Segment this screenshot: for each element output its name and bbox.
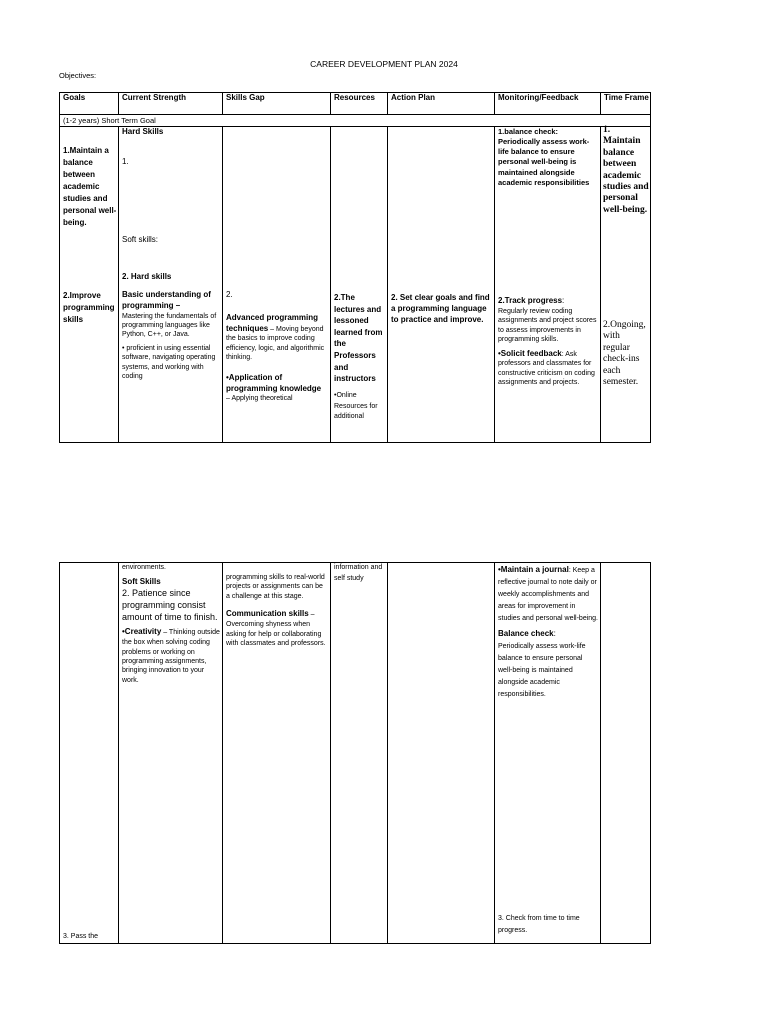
header-goals: Goals xyxy=(63,94,86,102)
skills-gap-2-number: 2. xyxy=(226,290,233,299)
skills-gap-2-body1: – Moving beyond the basics to improve coding efficiency, logic, and algorithmic thinking. xyxy=(226,325,325,362)
skills-gap-2-head1: Advanced programming techniques xyxy=(226,312,319,333)
creativity-body: – Thinking outside the box when solving coding problems or working on programming assignments, bringing innovation to your work. xyxy=(122,629,220,684)
skills-gap-cont-text: programming skills to real-world projects or assignments can be a challenge at this stage. xyxy=(226,574,325,600)
skills-gap-2-body2: – Applying theoretical xyxy=(226,395,293,403)
col-divider xyxy=(387,92,388,114)
resources-2-text: 2.The lectures and lessoned learned from the Professors and instructors xyxy=(334,293,383,384)
header-action-plan: Action Plan xyxy=(391,94,436,102)
hard-skills-label-2: 2. Hard skills xyxy=(122,272,172,281)
journal-body: : Keep a reflective journal to note daily or weekly accomplishments and areas for improvement in studies and personal well-being. xyxy=(498,567,598,622)
col-divider xyxy=(494,126,495,443)
communication-heading: Communication skills xyxy=(226,609,309,619)
skills-gap-2-item1 xyxy=(226,313,328,363)
communication-item xyxy=(226,609,328,648)
balance-check-item: Balance check: xyxy=(498,629,556,639)
soft-skills-patience: 2. Patience since programming consist amount of time to finish. xyxy=(122,588,218,622)
header-monitoring-feedback: Monitoring/Feedback xyxy=(498,94,579,102)
skills-gap-2 xyxy=(226,290,328,404)
col-divider xyxy=(387,126,388,443)
section-label: (1-2 years) Short Term Goal xyxy=(63,116,156,125)
col-divider xyxy=(330,562,331,944)
check-progress: 3. Check from time to time progress. xyxy=(498,915,580,934)
col-divider xyxy=(118,126,119,443)
col-divider xyxy=(118,92,119,114)
col-divider xyxy=(222,562,223,944)
document-title: CAREER DEVELOPMENT PLAN 2024 xyxy=(310,59,458,69)
skills-gap-2-continued xyxy=(226,573,328,648)
monitoring-2-head2: •Solicit feedback xyxy=(498,348,562,358)
monitoring-2-item1: 2.Track progress: xyxy=(498,296,565,305)
monitoring-2-continued xyxy=(498,563,598,701)
monitoring-2-item2 xyxy=(498,349,598,388)
resources-2-continued: information and self study xyxy=(334,564,383,582)
monitoring-2-body1: Regularly review coding assignments and project scores to assess improvements in programming skills. xyxy=(498,307,597,344)
strength-2-body: Mastering the fundamentals of programming languages like Python, C++, or Java. xyxy=(122,312,217,339)
col-divider xyxy=(118,562,119,944)
timeframe-1: 1. Maintain balance between academic studies and personal well-being. xyxy=(603,125,649,215)
balance-check-heading: Balance check xyxy=(498,629,554,639)
strength-2-heading: Basic understanding of programming – xyxy=(122,290,211,310)
resources-2 xyxy=(334,292,384,423)
communication-body: – Overcoming shyness when asking for help or collaborating with classmates and professors. xyxy=(226,611,326,647)
skills-gap-2-head2: •Application of programming knowledge xyxy=(226,372,322,393)
creativity-item xyxy=(122,627,220,685)
monitoring-2 xyxy=(498,296,598,388)
header-resources: Resources xyxy=(334,94,375,102)
soft-skills-heading: Soft Skills xyxy=(122,577,161,587)
balance-check-body: Periodically assess work-life balance to ensure personal well-being is maintained alongside academic responsibilities. xyxy=(498,643,586,698)
header-time-frame: Time Frame xyxy=(604,94,649,102)
resources-2-bullet: •Online Resources for additional xyxy=(334,391,378,421)
monitoring-1: 1.balance check: Periodically assess work-life balance to ensure personal well-being is maintained alongside academic responsibilities xyxy=(498,127,590,187)
goal-1: 1.Maintain a balance between academic studies and personal well-being. xyxy=(63,146,117,227)
col-divider xyxy=(222,92,223,114)
goal-2: 2.Improve programming skills xyxy=(63,291,115,324)
col-divider xyxy=(222,126,223,443)
monitoring-2-head1: 2.Track progress xyxy=(498,296,563,305)
hard-skills-number-1: 1. xyxy=(122,157,129,166)
col-divider xyxy=(600,562,601,944)
action-plan-2: 2. Set clear goals and find a programming language to practice and improve. xyxy=(391,293,490,325)
col-divider xyxy=(600,126,601,443)
header-current-strength: Current Strength xyxy=(122,94,186,102)
monitoring-2-body2: : Ask professors and classmates for constructive criticism on coding assignments and projects. xyxy=(498,350,595,387)
strength-2-cont-text: environments. xyxy=(122,564,166,571)
soft-skills-label-1: Soft skills: xyxy=(122,235,159,244)
creativity-heading: •Creativity xyxy=(122,627,162,637)
strength-2-bullet: • proficient in using essential software, navigating operating systems, and working with coding xyxy=(122,344,216,381)
header-skills-gap: Skills Gap xyxy=(226,94,265,102)
col-divider xyxy=(600,92,601,114)
hard-skills-label-1: Hard Skills xyxy=(122,127,164,136)
journal-item xyxy=(498,563,598,624)
header-divider xyxy=(59,114,651,115)
strength-2-continued xyxy=(122,563,220,685)
col-divider xyxy=(494,92,495,114)
col-divider xyxy=(494,562,495,944)
col-divider xyxy=(330,92,331,114)
goal-3-partial: 3. Pass the xyxy=(63,933,99,940)
objectives-label: Objectives: xyxy=(59,71,97,80)
col-divider xyxy=(330,126,331,443)
col-divider xyxy=(387,562,388,944)
timeframe-2: 2.Ongoing, with regular check-ins each semester. xyxy=(603,320,646,387)
journal-heading: •Maintain a journal xyxy=(498,565,569,574)
strength-2 xyxy=(122,290,220,382)
